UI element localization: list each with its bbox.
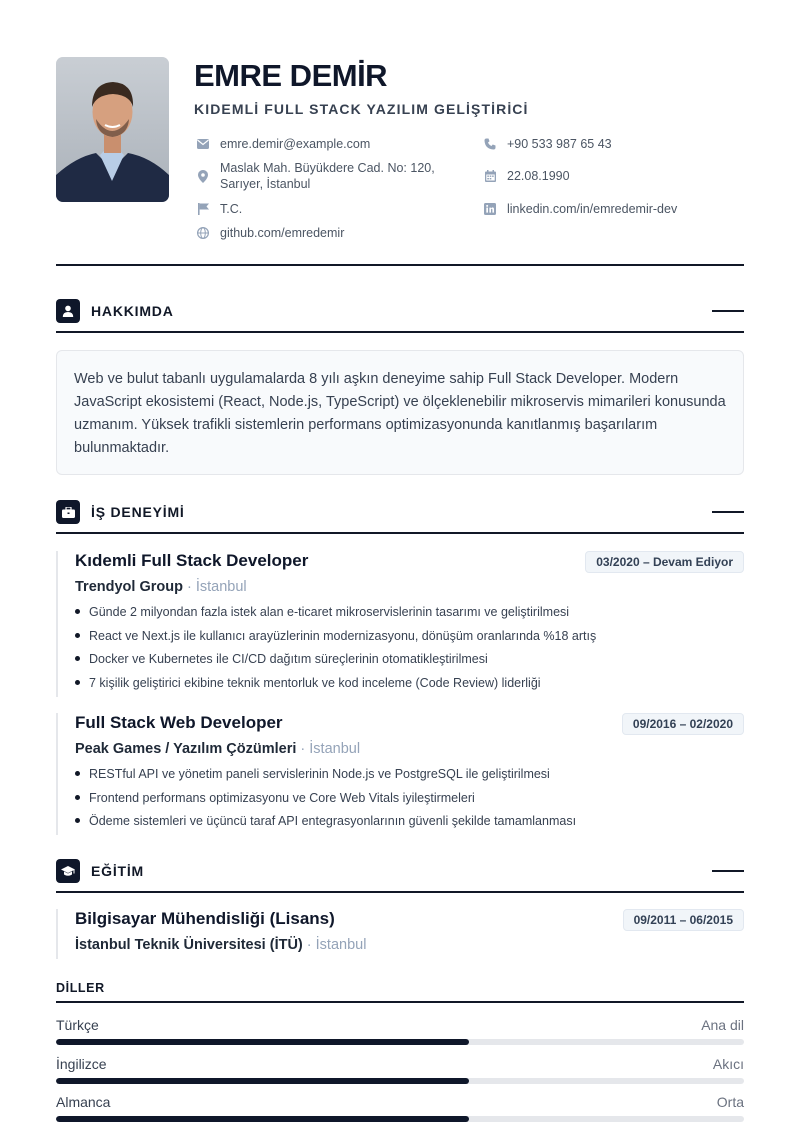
phone-icon (483, 137, 497, 151)
flag-icon (196, 202, 210, 216)
candidate-title: KIDEMLİ FULL STACK YAZILIM GELİŞTİRİCİ (194, 101, 529, 117)
section-title-experience: İŞ DENEYİMİ (91, 504, 185, 520)
email-text: emre.demir@example.com (220, 137, 371, 151)
nationality-text: T.C. (220, 202, 243, 216)
contact-address (196, 160, 435, 192)
language-progress-track (56, 1039, 744, 1045)
bullet-item: 7 kişilik geliştirici ekibine teknik mentorluk ve kod inceleme (Code Review) liderliği (75, 674, 744, 698)
language-progress-track (56, 1078, 744, 1084)
language-progress-track (56, 1116, 744, 1122)
phone-text: +90 533 987 65 43 (507, 137, 612, 151)
language-progress-fill (56, 1039, 469, 1045)
section-title-about: HAKKIMDA (91, 303, 174, 319)
envelope-icon (196, 137, 210, 151)
job-date-badge: 09/2016 – 02/2020 (622, 713, 744, 735)
section-header-education (56, 859, 744, 893)
contact-birth-date (483, 168, 570, 184)
language-progress-fill (56, 1078, 469, 1084)
job-title: Kıdemli Full Stack Developer (75, 551, 309, 570)
summary-box: Web ve bulut tabanlı uygulamalarda 8 yılı aşkın deneyime sahip Full Stack Developer. Modern JavaScript ekosistemi (React, Node.js, TypeScript) ve ölçeklenebilir mikroservis mimarileri konusunda uzmanım. Yüksek trafikli sistemlerin performans optimizasyonunda kanıtlanmış başarılarım bulunmaktadır. (56, 350, 744, 475)
language-name: İngilizce (56, 1056, 107, 1072)
user-icon (56, 299, 80, 323)
section-title-education: EĞİTİM (91, 863, 145, 879)
job-bullets (75, 603, 744, 697)
job-location: · İstanbul (296, 741, 361, 757)
address-line-1: Maslak Mah. Büyükdere Cad. No: 120, (220, 161, 435, 175)
company-name: Trendyol Group (75, 579, 183, 595)
resume-page (56, 0, 744, 1131)
section-header-about (56, 299, 744, 333)
language-row (56, 1017, 744, 1047)
globe-icon (196, 226, 210, 240)
contact-github[interactable] (196, 225, 344, 241)
job-company (75, 579, 744, 595)
bullet-item: RESTful API ve yönetim paneli servislerinin Node.js ve PostgreSQL ile geliştirilmesi (75, 765, 744, 789)
calendar-icon (483, 169, 497, 183)
section-dash (712, 870, 744, 872)
degree-title: Bilgisayar Mühendisliği (Lisans) (75, 909, 335, 928)
bullet-item: Frontend performans optimizasyonu ve Core Web Vitals iyileştirmeleri (75, 789, 744, 813)
section-header-experience (56, 500, 744, 534)
job-date-badge: 03/2020 – Devam Ediyor (585, 551, 744, 573)
section-dash (712, 511, 744, 513)
linkedin-icon (483, 202, 497, 216)
linkedin-text: linkedin.com/in/emredemir-dev (507, 202, 678, 216)
school-location: · İstanbul (302, 937, 367, 953)
contact-phone[interactable] (483, 136, 612, 152)
map-pin-icon (196, 169, 210, 183)
job-entry (56, 551, 744, 697)
school-name: İstanbul Teknik Üniversitesi (İTÜ) (75, 937, 303, 953)
job-location: · İstanbul (182, 579, 247, 595)
job-bullets (75, 765, 744, 836)
briefcase-icon (56, 500, 80, 524)
section-title-languages: DİLLER (56, 981, 744, 1003)
school (75, 937, 744, 953)
github-text: github.com/emredemir (220, 226, 345, 240)
address-line-2: Sarıyer, İstanbul (220, 177, 311, 191)
bullet-item: Günde 2 milyondan fazla istek alan e-ticaret mikroservislerinin tasarımı ve geliştirilmesi (75, 603, 744, 627)
contact-linkedin[interactable] (483, 201, 677, 217)
education-entry (56, 909, 744, 959)
job-company (75, 741, 744, 757)
language-level: Ana dil (701, 1017, 744, 1033)
language-level: Akıcı (712, 1056, 744, 1072)
language-name: Türkçe (56, 1017, 99, 1033)
language-name: Almanca (56, 1094, 111, 1110)
bullet-item: Docker ve Kubernetes ile CI/CD dağıtım süreçlerinin otomatikleştirilmesi (75, 650, 744, 674)
profile-photo (56, 57, 169, 202)
job-title: Full Stack Web Developer (75, 713, 283, 732)
contact-email[interactable] (196, 136, 370, 152)
education-date-badge: 09/2011 – 06/2015 (623, 909, 744, 931)
company-name: Peak Games / Yazılım Çözümleri (75, 741, 297, 757)
language-row (56, 1056, 744, 1086)
contact-nationality (196, 201, 242, 217)
language-level: Orta (716, 1094, 744, 1110)
bullet-item: Ödeme sistemleri ve üçüncü taraf API entegrasyonlarının güvenli şekilde tamamlanması (75, 812, 744, 836)
language-progress-fill (56, 1116, 469, 1122)
bullet-item: React ve Next.js ile kullanıcı arayüzlerinin modernizasyonu, dönüşüm oranlarında %18 artış (75, 627, 744, 651)
header-divider (56, 264, 744, 266)
language-row (56, 1094, 744, 1124)
job-entry (56, 713, 744, 835)
graduation-cap-icon (56, 859, 80, 883)
section-dash (712, 310, 744, 312)
candidate-name: EMRE DEMİR (194, 58, 388, 93)
birth-date-text: 22.08.1990 (507, 169, 570, 183)
